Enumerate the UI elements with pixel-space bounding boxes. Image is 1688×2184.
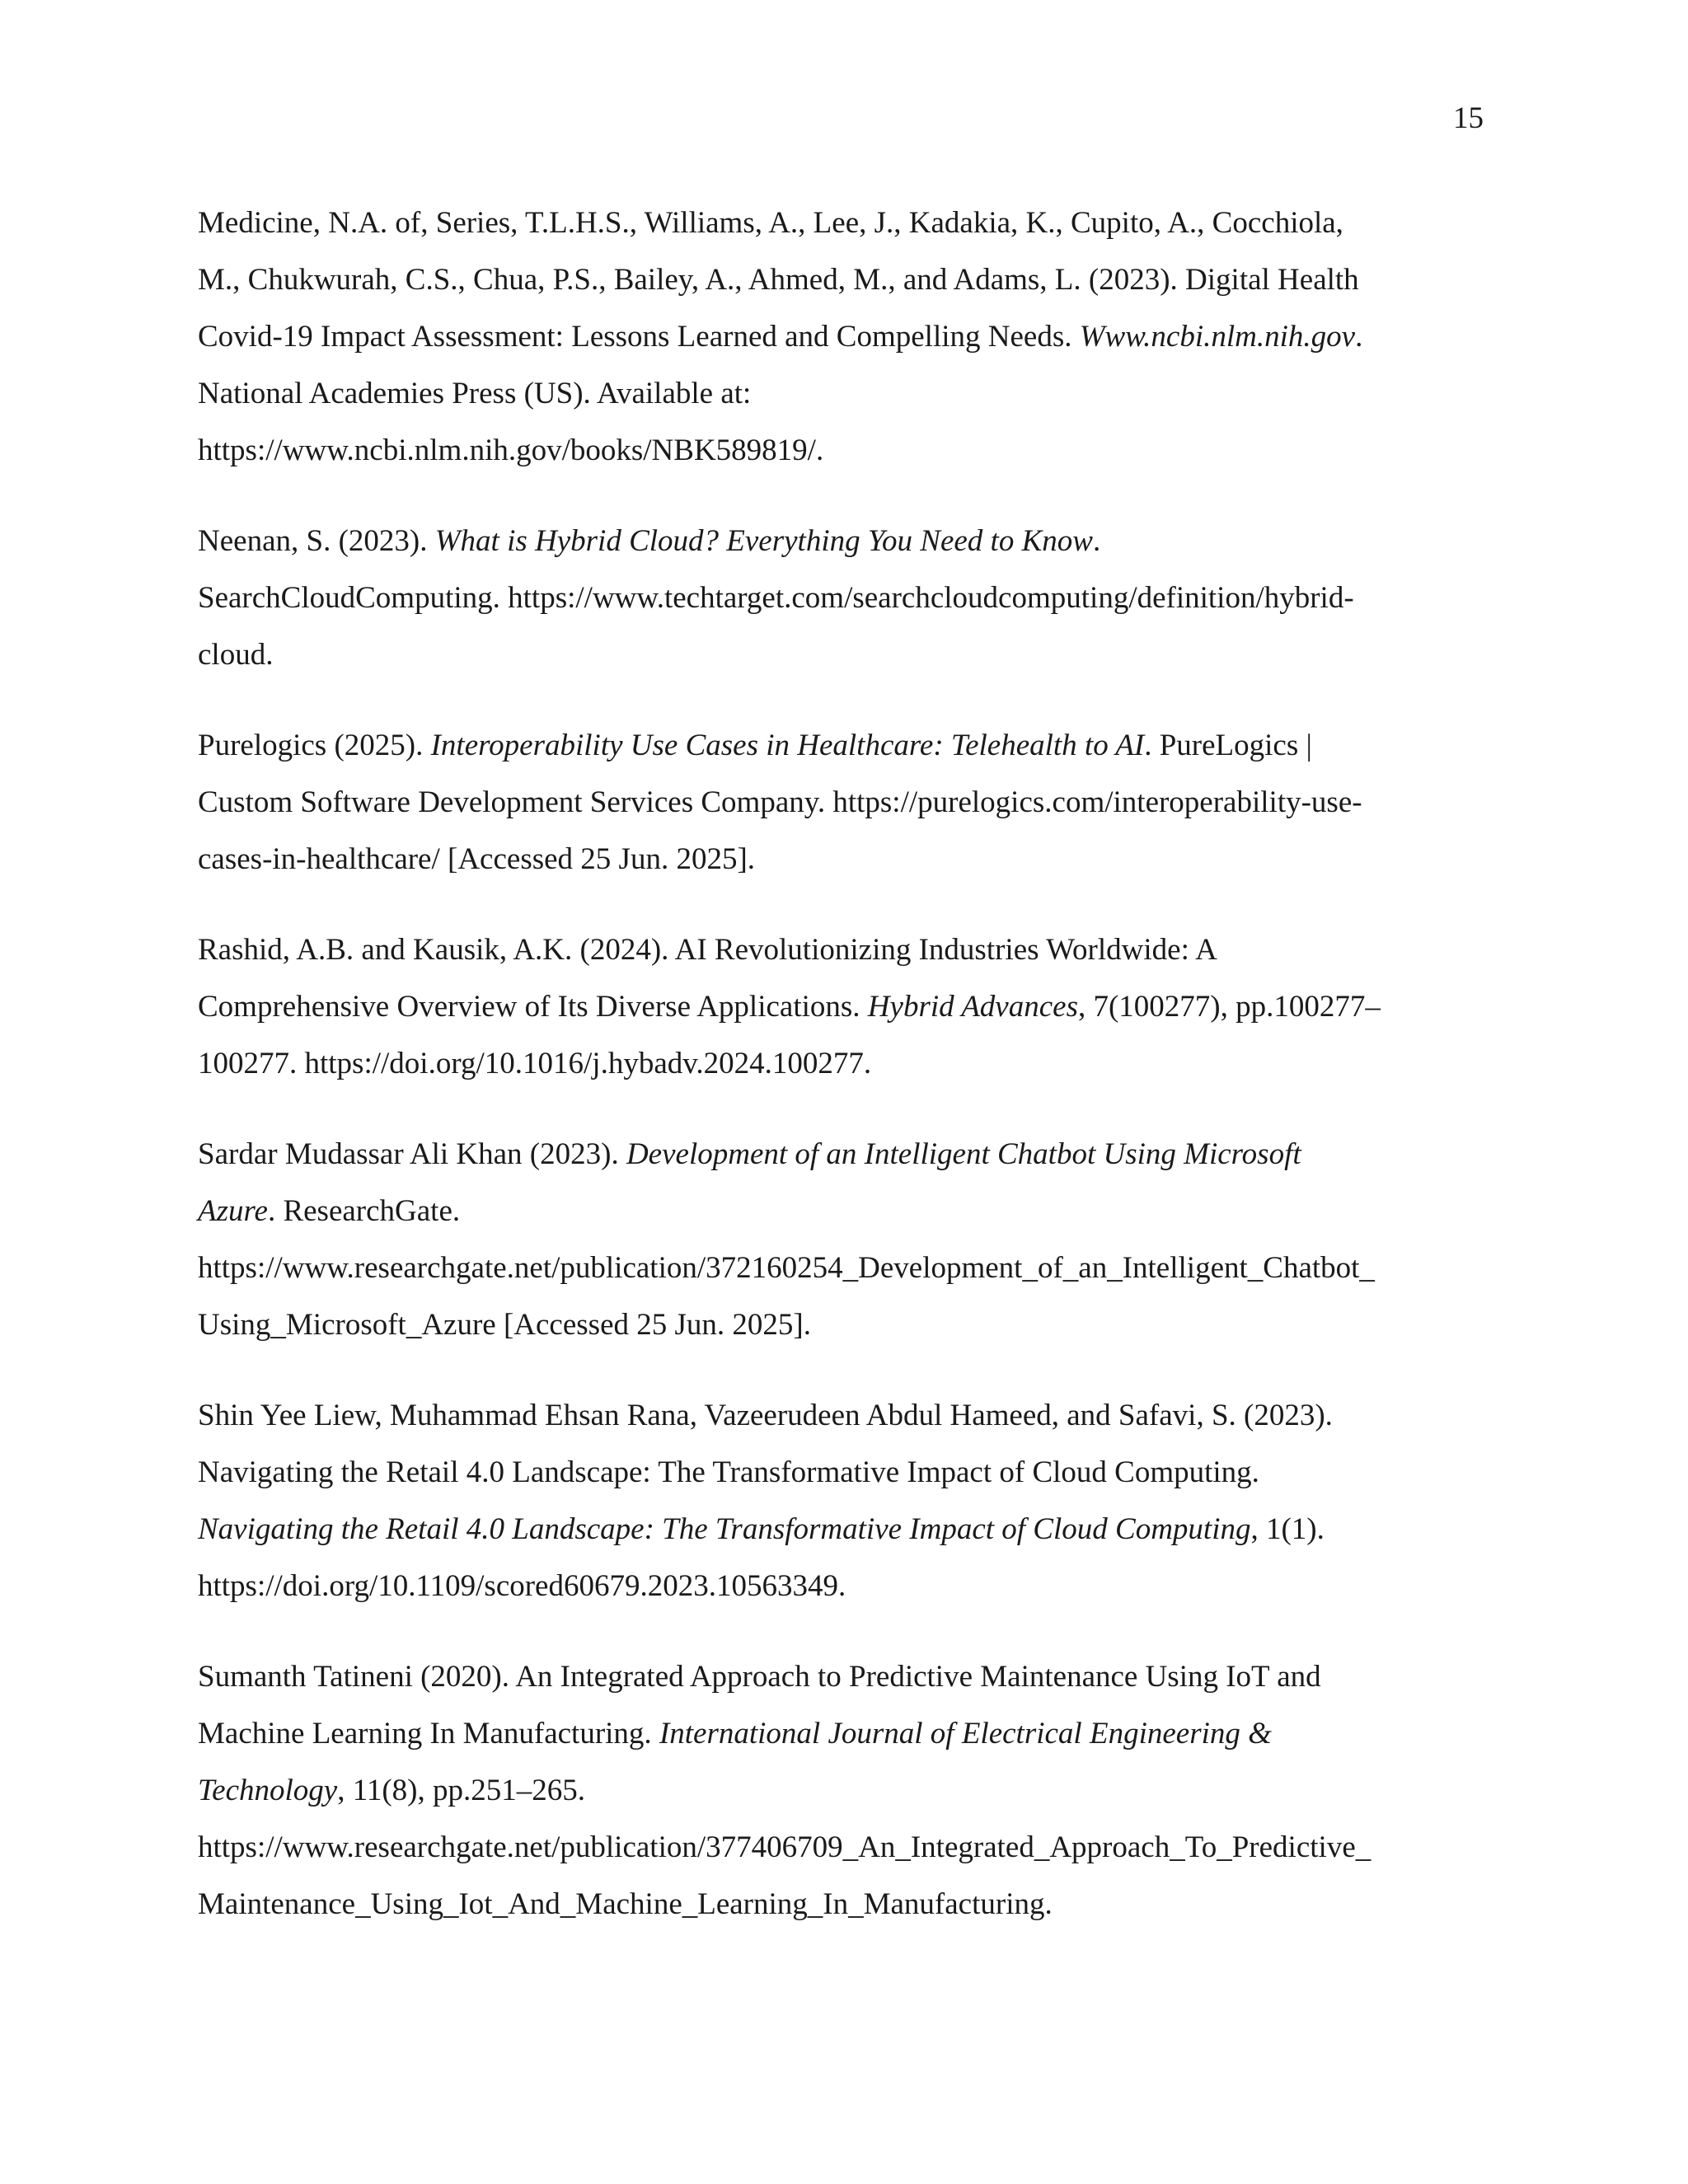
reference-line xyxy=(198,1705,1484,1762)
reference-line xyxy=(198,1240,1484,1296)
reference-text: Sumanth Tatineni (2020). An Integrated Approach to Predictive Maintenance Using IoT and xyxy=(198,1660,1321,1694)
reference-line xyxy=(198,569,1484,626)
reference-line xyxy=(198,1558,1484,1615)
reference-line xyxy=(198,194,1484,251)
reference-entry xyxy=(198,1126,1484,1353)
reference-text: Custom Software Development Services Company. https://purelogics.com/interoperability-use- xyxy=(198,785,1362,819)
reference-text: . xyxy=(1092,524,1101,558)
reference-line xyxy=(198,422,1484,479)
reference-text: Medicine, N.A. of, Series, T.L.H.S., Williams, A., Lee, J., Kadakia, K., Cupito, A., Cocchiola, xyxy=(198,206,1343,240)
reference-entry xyxy=(198,921,1484,1092)
reference-line xyxy=(198,626,1484,683)
reference-line xyxy=(198,308,1484,365)
reference-text: , 1(1). xyxy=(1250,1512,1325,1546)
reference-text: National Academies Press (US). Available at: xyxy=(198,377,752,410)
reference-italic-text: International Journal of Electrical Engineering & xyxy=(659,1717,1272,1750)
reference-text: Covid-19 Impact Assessment: Lessons Learned and Compelling Needs. xyxy=(198,320,1080,354)
reference-text: https://www.researchgate.net/publication/377406709_An_Integrated_Approach_To_Predictive_ xyxy=(198,1830,1372,1864)
reference-text: Comprehensive Overview of Its Diverse Applications. xyxy=(198,990,868,1024)
reference-text: cases-in-healthcare/ [Accessed 25 Jun. 2025]. xyxy=(198,842,756,876)
reference-italic-text: Hybrid Advances xyxy=(867,990,1078,1024)
reference-line xyxy=(198,831,1484,888)
reference-line xyxy=(198,921,1484,978)
reference-entry xyxy=(198,1648,1484,1933)
reference-line xyxy=(198,774,1484,831)
reference-text: Machine Learning In Manufacturing. xyxy=(198,1717,659,1750)
reference-italic-text: Technology xyxy=(198,1774,338,1807)
reference-text: . xyxy=(1355,320,1363,354)
reference-italic-text: Interoperability Use Cases in Healthcare: Telehealth to AI xyxy=(430,729,1145,762)
reference-text: . PureLogics | xyxy=(1144,729,1312,762)
reference-italic-text: Development of an Intelligent Chatbot Using Microsoft xyxy=(626,1137,1301,1171)
reference-italic-text: Www.ncbi.nlm.nih.gov xyxy=(1079,320,1356,354)
reference-entry xyxy=(198,194,1484,479)
reference-text: SearchCloudComputing. https://www.techtarget.com/searchcloudcomputing/definition/hybrid- xyxy=(198,581,1354,615)
reference-entry xyxy=(198,1387,1484,1615)
reference-text: cloud. xyxy=(198,638,274,672)
reference-line xyxy=(198,1819,1484,1876)
reference-text: https://doi.org/10.1109/scored60679.2023.10563349. xyxy=(198,1569,846,1603)
reference-text: M., Chukwurah, C.S., Chua, P.S., Bailey, A., Ahmed, M., and Adams, L. (2023). Digital Health xyxy=(198,263,1359,297)
reference-text: Purelogics (2025). xyxy=(198,729,431,762)
reference-text: https://www.researchgate.net/publication/372160254_Development_of_an_Intelligent_Chatbot_ xyxy=(198,1251,1375,1285)
reference-line xyxy=(198,1501,1484,1558)
reference-text: Navigating the Retail 4.0 Landscape: The Transformative Impact of Cloud Computing. xyxy=(198,1455,1259,1489)
reference-text: Using_Microsoft_Azure [Accessed 25 Jun. 2025]. xyxy=(198,1308,811,1342)
reference-line xyxy=(198,1126,1484,1183)
page-number: 15 xyxy=(1453,101,1484,135)
reference-text: https://www.ncbi.nlm.nih.gov/books/NBK589819/. xyxy=(198,434,824,467)
reference-text: Rashid, A.B. and Kausik, A.K. (2024). AI Revolutionizing Industries Worldwide: A xyxy=(198,933,1217,967)
reference-line xyxy=(198,978,1484,1035)
reference-text: . ResearchGate. xyxy=(267,1194,461,1228)
reference-line xyxy=(198,1444,1484,1501)
reference-text: , 7(100277), pp.100277– xyxy=(1077,990,1381,1024)
reference-italic-text: Azure xyxy=(198,1194,268,1228)
reference-text: Shin Yee Liew, Muhammad Ehsan Rana, Vazeerudeen Abdul Hameed, and Safavi, S. (2023). xyxy=(198,1399,1333,1432)
reference-line xyxy=(198,513,1484,569)
reference-line xyxy=(198,1035,1484,1092)
reference-text: 100277. https://doi.org/10.1016/j.hybadv.2024.100277. xyxy=(198,1047,872,1080)
reference-text: Sardar Mudassar Ali Khan (2023). xyxy=(198,1137,626,1171)
reference-line xyxy=(198,1387,1484,1444)
reference-italic-text: Navigating the Retail 4.0 Landscape: The Transformative Impact of Cloud Computing xyxy=(198,1512,1251,1546)
reference-entry xyxy=(198,513,1484,683)
reference-italic-text: What is Hybrid Cloud? Everything You Need to Know xyxy=(434,524,1093,558)
reference-line xyxy=(198,1296,1484,1353)
reference-text: , 11(8), pp.251–265. xyxy=(337,1774,586,1807)
reference-line xyxy=(198,1183,1484,1240)
reference-text: Maintenance_Using_Iot_And_Machine_Learning_In_Manufacturing. xyxy=(198,1887,1053,1921)
reference-line xyxy=(198,1876,1484,1933)
reference-line xyxy=(198,1648,1484,1705)
reference-line xyxy=(198,1762,1484,1819)
reference-entry xyxy=(198,717,1484,888)
reference-line xyxy=(198,365,1484,422)
reference-text: Neenan, S. (2023). xyxy=(198,524,435,558)
reference-list xyxy=(198,194,1484,1966)
reference-line xyxy=(198,717,1484,774)
reference-line xyxy=(198,251,1484,308)
